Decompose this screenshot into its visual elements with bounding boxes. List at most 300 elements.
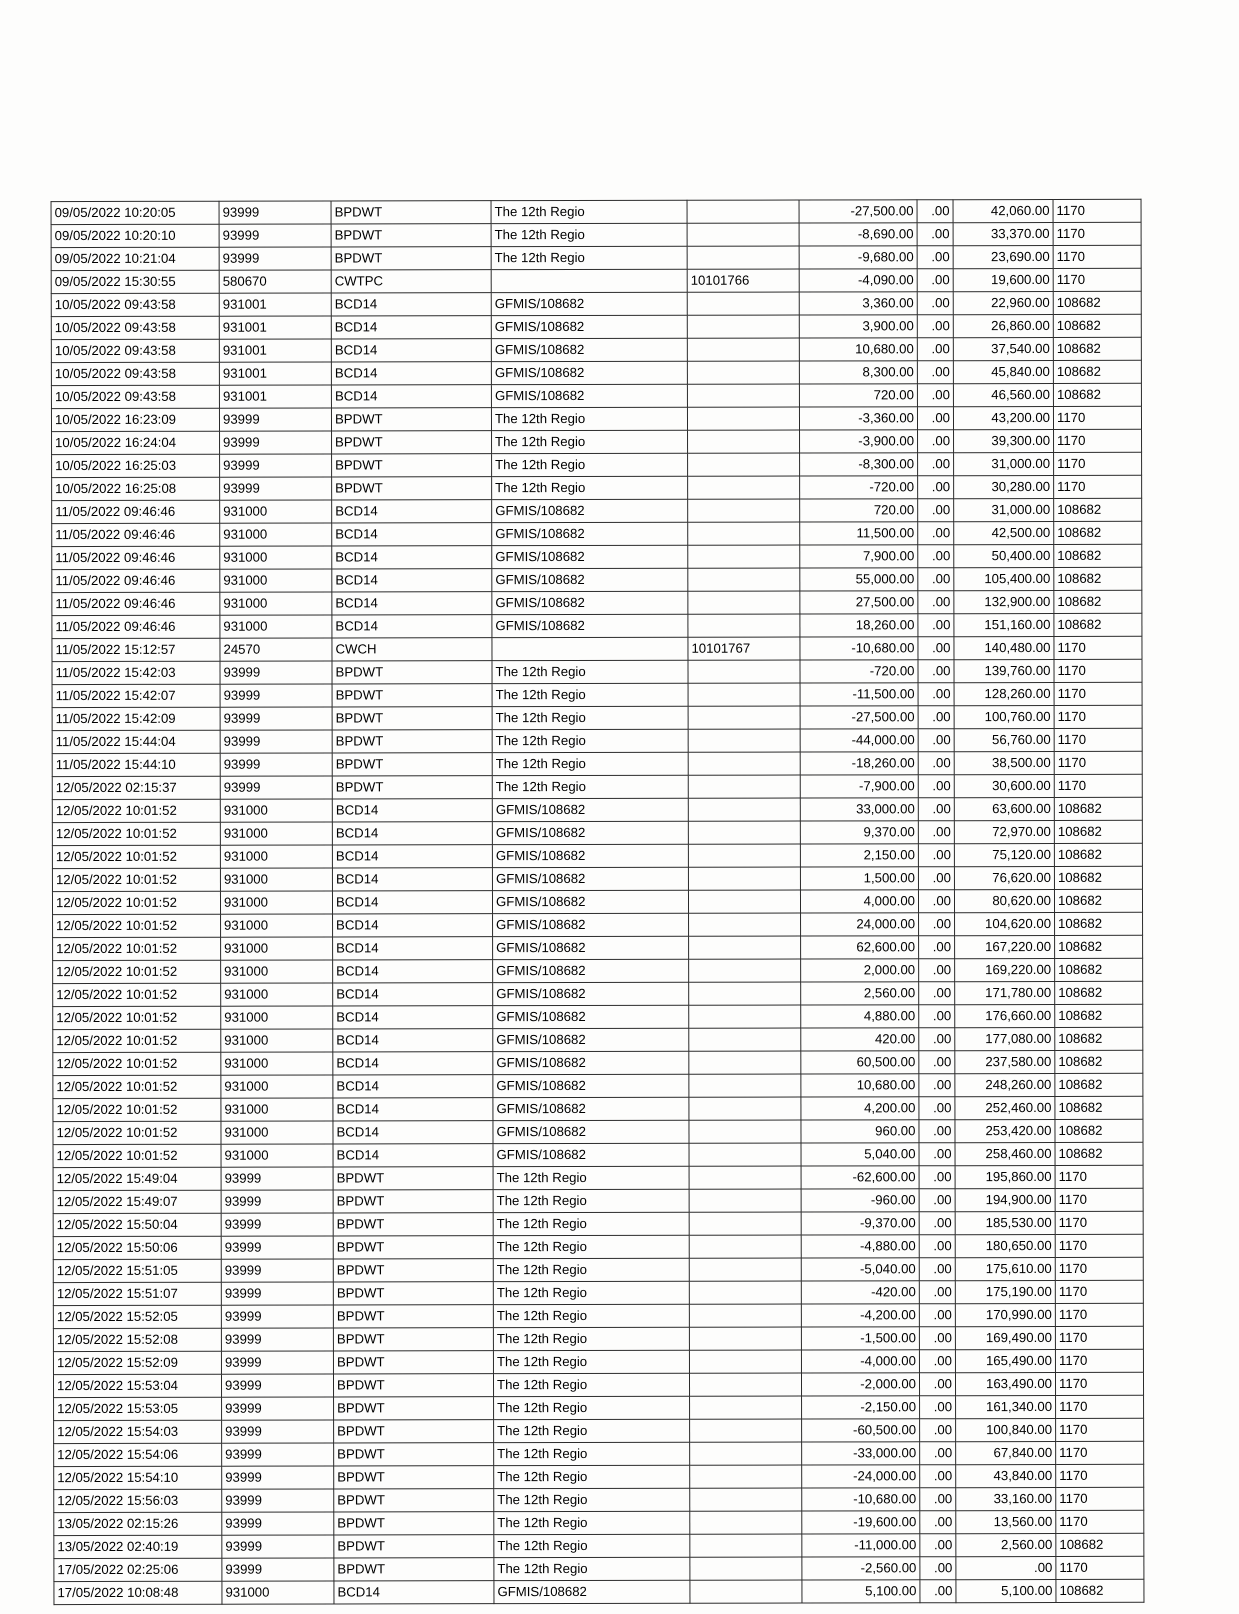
cell-account: 1170 xyxy=(1054,751,1142,774)
cell-cents: .00 xyxy=(919,982,955,1005)
cell-type: BPDWT xyxy=(332,431,492,454)
cell-account: 1170 xyxy=(1054,475,1142,498)
cell-type: BCD14 xyxy=(333,983,493,1006)
cell-code: 93999 xyxy=(220,431,332,454)
cell-amount: -7,900.00 xyxy=(800,775,918,798)
cell-reference: The 12th Regio xyxy=(493,1189,689,1212)
table-row xyxy=(52,590,1142,615)
cell-code: 931000 xyxy=(221,983,333,1006)
cell-type: BPDWT xyxy=(334,1512,494,1535)
cell-code: 93999 xyxy=(221,1305,333,1328)
table-row xyxy=(52,636,1142,661)
cell-document-no xyxy=(687,338,799,361)
cell-account: 108682 xyxy=(1054,843,1142,866)
cell-date: 12/05/2022 15:50:06 xyxy=(53,1236,221,1259)
table-row xyxy=(54,1395,1144,1420)
cell-document-no: 10101766 xyxy=(687,269,799,292)
cell-document-no xyxy=(689,1212,801,1235)
cell-amount: -4,000.00 xyxy=(801,1350,919,1373)
cell-document-no xyxy=(689,982,801,1005)
cell-cents: .00 xyxy=(917,384,953,407)
cell-amount: -27,500.00 xyxy=(800,706,918,729)
table-row xyxy=(53,981,1143,1006)
cell-reference: GFMIS/108682 xyxy=(491,361,687,384)
cell-type: BCD14 xyxy=(333,1075,493,1098)
cell-code: 93999 xyxy=(221,1351,333,1374)
table-row xyxy=(51,314,1141,339)
cell-reference: The 12th Regio xyxy=(493,1304,689,1327)
cell-account: 1170 xyxy=(1055,1234,1143,1257)
cell-balance: 161,340.00 xyxy=(956,1395,1056,1418)
cell-code: 93999 xyxy=(219,224,331,247)
cell-amount: -11,500.00 xyxy=(800,683,918,706)
cell-type: BCD14 xyxy=(331,316,491,339)
cell-type: BCD14 xyxy=(333,1029,493,1052)
cell-reference: GFMIS/108682 xyxy=(492,568,688,591)
cell-account: 1170 xyxy=(1056,1556,1144,1579)
cell-type: BCD14 xyxy=(333,937,493,960)
table-row xyxy=(53,1280,1143,1305)
cell-amount: 720.00 xyxy=(800,499,918,522)
cell-amount: 4,000.00 xyxy=(800,890,918,913)
cell-account: 108682 xyxy=(1054,866,1142,889)
table-row xyxy=(52,705,1142,730)
cell-balance: 19,600.00 xyxy=(953,268,1053,291)
cell-amount: 1,500.00 xyxy=(800,867,918,890)
cell-document-no xyxy=(690,1442,802,1465)
cell-code: 93999 xyxy=(221,1167,333,1190)
cell-cents: .00 xyxy=(919,1281,955,1304)
cell-date: 12/05/2022 10:01:52 xyxy=(52,891,220,914)
cell-type: BCD14 xyxy=(333,1006,493,1029)
cell-type: BPDWT xyxy=(334,1489,494,1512)
cell-document-no xyxy=(687,407,799,430)
cell-cents: .00 xyxy=(917,338,953,361)
cell-code: 93999 xyxy=(220,776,332,799)
cell-cents: .00 xyxy=(918,614,954,637)
cell-type: BPDWT xyxy=(332,684,492,707)
cell-code: 931001 xyxy=(219,293,331,316)
cell-document-no xyxy=(690,1396,802,1419)
cell-cents: .00 xyxy=(919,913,955,936)
cell-balance: 22,960.00 xyxy=(953,291,1053,314)
cell-account: 108682 xyxy=(1054,521,1142,544)
cell-cents: .00 xyxy=(919,1304,955,1327)
cell-type: BCD14 xyxy=(333,960,493,983)
cell-account: 108682 xyxy=(1054,567,1142,590)
cell-amount: -960.00 xyxy=(801,1189,919,1212)
cell-reference xyxy=(491,269,687,292)
cell-balance: 30,600.00 xyxy=(954,774,1054,797)
cell-reference: The 12th Regio xyxy=(493,1281,689,1304)
cell-balance: 39,300.00 xyxy=(954,429,1054,452)
cell-code: 931000 xyxy=(221,1098,333,1121)
cell-code: 931001 xyxy=(219,385,331,408)
cell-account: 108682 xyxy=(1056,1579,1144,1602)
cell-balance: 42,500.00 xyxy=(954,521,1054,544)
cell-balance: 42,060.00 xyxy=(953,199,1053,222)
cell-document-no xyxy=(688,844,800,867)
cell-cents: .00 xyxy=(917,269,953,292)
cell-reference: GFMIS/108682 xyxy=(492,890,688,913)
cell-document-no xyxy=(687,315,799,338)
cell-amount: 9,370.00 xyxy=(800,821,918,844)
table-row xyxy=(51,383,1141,408)
cell-cents: .00 xyxy=(920,1534,956,1557)
cell-date: 12/05/2022 15:54:03 xyxy=(54,1420,222,1443)
cell-document-no xyxy=(689,1097,801,1120)
cell-balance: 171,780.00 xyxy=(955,981,1055,1004)
cell-date: 11/05/2022 15:42:03 xyxy=(52,661,220,684)
cell-amount: -62,600.00 xyxy=(801,1166,919,1189)
cell-reference: The 12th Regio xyxy=(492,660,688,683)
cell-account: 1170 xyxy=(1055,1372,1143,1395)
cell-amount: -18,260.00 xyxy=(800,752,918,775)
cell-reference: The 12th Regio xyxy=(494,1396,690,1419)
cell-cents: .00 xyxy=(920,1396,956,1419)
cell-reference: GFMIS/108682 xyxy=(492,614,688,637)
cell-document-no xyxy=(688,568,800,591)
cell-cents: .00 xyxy=(918,453,954,476)
cell-account: 1170 xyxy=(1054,659,1142,682)
table-row xyxy=(51,222,1141,247)
cell-document-no: 10101767 xyxy=(688,637,800,660)
cell-document-no xyxy=(688,476,800,499)
cell-type: BPDWT xyxy=(334,1420,494,1443)
cell-balance: 33,370.00 xyxy=(953,222,1053,245)
cell-date: 12/05/2022 10:01:52 xyxy=(53,1006,221,1029)
cell-amount: -4,090.00 xyxy=(799,269,917,292)
cell-date: 12/05/2022 10:01:52 xyxy=(53,914,221,937)
cell-reference: The 12th Regio xyxy=(492,683,688,706)
table-row xyxy=(54,1579,1144,1604)
cell-document-no xyxy=(688,499,800,522)
cell-reference: The 12th Regio xyxy=(491,407,687,430)
cell-type: BCD14 xyxy=(332,500,492,523)
cell-date: 12/05/2022 10:01:52 xyxy=(52,799,220,822)
cell-account: 1170 xyxy=(1055,1165,1143,1188)
cell-balance: 167,220.00 xyxy=(955,935,1055,958)
cell-balance: 105,400.00 xyxy=(954,567,1054,590)
cell-code: 93999 xyxy=(221,1374,333,1397)
cell-type: BCD14 xyxy=(332,868,492,891)
cell-type: BCD14 xyxy=(332,569,492,592)
cell-type: BPDWT xyxy=(333,1351,493,1374)
cell-balance: 176,660.00 xyxy=(955,1004,1055,1027)
cell-cents: .00 xyxy=(917,407,953,430)
cell-amount: 3,900.00 xyxy=(799,315,917,338)
cell-type: BPDWT xyxy=(332,707,492,730)
cell-code: 93999 xyxy=(222,1512,334,1535)
cell-reference: The 12th Regio xyxy=(492,729,688,752)
cell-date: 12/05/2022 02:15:37 xyxy=(52,776,220,799)
cell-balance: 43,840.00 xyxy=(956,1464,1056,1487)
cell-account: 1170 xyxy=(1054,682,1142,705)
cell-account: 108682 xyxy=(1054,613,1142,636)
table-row xyxy=(53,1004,1143,1029)
cell-cents: .00 xyxy=(919,1258,955,1281)
cell-cents: .00 xyxy=(919,1166,955,1189)
cell-account: 1170 xyxy=(1055,1326,1143,1349)
cell-cents: .00 xyxy=(918,545,954,568)
cell-code: 931000 xyxy=(221,937,333,960)
cell-balance: 195,860.00 xyxy=(955,1165,1055,1188)
table-row xyxy=(54,1533,1144,1558)
cell-code: 93999 xyxy=(219,201,331,224)
cell-date: 11/05/2022 15:44:04 xyxy=(52,730,220,753)
table-row xyxy=(53,1119,1143,1144)
cell-code: 93999 xyxy=(222,1420,334,1443)
cell-balance: 56,760.00 xyxy=(954,728,1054,751)
cell-balance: 185,530.00 xyxy=(955,1211,1055,1234)
cell-balance: 177,080.00 xyxy=(955,1027,1055,1050)
cell-type: BCD14 xyxy=(331,339,491,362)
cell-date: 12/05/2022 15:50:04 xyxy=(53,1213,221,1236)
table-row xyxy=(54,1464,1144,1489)
cell-code: 931000 xyxy=(220,868,332,891)
cell-code: 93999 xyxy=(220,661,332,684)
cell-type: BPDWT xyxy=(334,1535,494,1558)
table-row xyxy=(53,1326,1143,1351)
cell-type: BCD14 xyxy=(334,1581,494,1604)
cell-cents: .00 xyxy=(919,1143,955,1166)
cell-cents: .00 xyxy=(920,1442,956,1465)
table-row xyxy=(52,429,1142,454)
cell-document-no xyxy=(688,522,800,545)
cell-document-no xyxy=(688,660,800,683)
cell-amount: 10,680.00 xyxy=(799,338,917,361)
cell-date: 10/05/2022 16:25:08 xyxy=(52,477,220,500)
cell-document-no xyxy=(689,1373,801,1396)
table-row xyxy=(52,659,1142,684)
table-row xyxy=(52,728,1142,753)
cell-account: 1170 xyxy=(1053,268,1141,291)
cell-balance: 76,620.00 xyxy=(954,866,1054,889)
cell-balance: 63,600.00 xyxy=(954,797,1054,820)
cell-account: 108682 xyxy=(1055,1096,1143,1119)
cell-date: 09/05/2022 15:30:55 xyxy=(51,270,219,293)
table-row xyxy=(53,1165,1143,1190)
cell-code: 93999 xyxy=(219,247,331,270)
cell-document-no xyxy=(689,1005,801,1028)
cell-type: BPDWT xyxy=(332,477,492,500)
cell-account: 108682 xyxy=(1055,1050,1143,1073)
cell-account: 1170 xyxy=(1056,1395,1144,1418)
cell-balance: 72,970.00 xyxy=(954,820,1054,843)
cell-document-no xyxy=(687,223,799,246)
cell-cents: .00 xyxy=(918,637,954,660)
table-row xyxy=(52,843,1142,868)
cell-reference: The 12th Regio xyxy=(492,430,688,453)
cell-cents: .00 xyxy=(919,1097,955,1120)
cell-document-no xyxy=(690,1580,802,1603)
cell-account: 108682 xyxy=(1054,889,1142,912)
cell-reference: GFMIS/108682 xyxy=(493,1051,689,1074)
cell-date: 17/05/2022 10:08:48 xyxy=(54,1581,222,1604)
cell-type: BPDWT xyxy=(333,1374,493,1397)
cell-amount: -8,300.00 xyxy=(800,453,918,476)
cell-type: BCD14 xyxy=(332,592,492,615)
cell-document-no xyxy=(689,1120,801,1143)
cell-document-no xyxy=(687,292,799,315)
cell-cents: .00 xyxy=(918,568,954,591)
table-row xyxy=(52,498,1142,523)
cell-cents: .00 xyxy=(918,430,954,453)
cell-code: 93999 xyxy=(220,753,332,776)
cell-account: 108682 xyxy=(1054,797,1142,820)
cell-amount: 55,000.00 xyxy=(800,568,918,591)
cell-amount: -10,680.00 xyxy=(800,637,918,660)
cell-document-no xyxy=(688,706,800,729)
cell-account: 108682 xyxy=(1053,314,1141,337)
cell-date: 10/05/2022 16:23:09 xyxy=(51,408,219,431)
cell-code: 931000 xyxy=(221,960,333,983)
cell-account: 1170 xyxy=(1055,1280,1143,1303)
cell-account: 1170 xyxy=(1055,1188,1143,1211)
cell-account: 1170 xyxy=(1056,1487,1144,1510)
cell-account: 1170 xyxy=(1056,1510,1144,1533)
cell-reference: GFMIS/108682 xyxy=(493,1097,689,1120)
ledger-sheet xyxy=(51,199,1104,1605)
cell-type: CWCH xyxy=(332,638,492,661)
cell-cents: .00 xyxy=(919,1235,955,1258)
cell-date: 12/05/2022 15:54:06 xyxy=(54,1443,222,1466)
cell-reference: GFMIS/108682 xyxy=(492,591,688,614)
table-row xyxy=(53,1211,1143,1236)
cell-cents: .00 xyxy=(918,729,954,752)
cell-type: BPDWT xyxy=(333,1259,493,1282)
cell-cents: .00 xyxy=(918,844,954,867)
cell-reference: GFMIS/108682 xyxy=(491,338,687,361)
cell-balance: 252,460.00 xyxy=(955,1096,1055,1119)
table-row xyxy=(52,521,1142,546)
cell-date: 11/05/2022 09:46:46 xyxy=(52,615,220,638)
cell-date: 11/05/2022 15:12:57 xyxy=(52,638,220,661)
cell-type: BCD14 xyxy=(332,891,492,914)
cell-reference: GFMIS/108682 xyxy=(492,821,688,844)
cell-document-no xyxy=(687,246,799,269)
cell-amount: 8,300.00 xyxy=(799,361,917,384)
cell-account: 1170 xyxy=(1055,1257,1143,1280)
cell-cents: .00 xyxy=(918,798,954,821)
table-row xyxy=(51,291,1141,316)
cell-type: BCD14 xyxy=(331,385,491,408)
cell-cents: .00 xyxy=(920,1419,956,1442)
table-row xyxy=(51,337,1141,362)
cell-account: 108682 xyxy=(1055,958,1143,981)
table-row xyxy=(53,1349,1143,1374)
table-row xyxy=(53,1372,1143,1397)
cell-amount: -4,880.00 xyxy=(801,1235,919,1258)
cell-reference: The 12th Regio xyxy=(494,1419,690,1442)
cell-balance: 132,900.00 xyxy=(954,590,1054,613)
cell-type: BCD14 xyxy=(331,293,491,316)
cell-cents: .00 xyxy=(918,476,954,499)
cell-reference: GFMIS/108682 xyxy=(493,982,689,1005)
cell-balance: 67,840.00 xyxy=(956,1441,1056,1464)
cell-balance: 45,840.00 xyxy=(953,360,1053,383)
cell-amount: -33,000.00 xyxy=(802,1442,920,1465)
cell-type: BPDWT xyxy=(331,408,491,431)
table-row xyxy=(52,889,1142,914)
cell-account: 108682 xyxy=(1054,498,1142,521)
cell-amount: -1,500.00 xyxy=(801,1327,919,1350)
cell-date: 12/05/2022 10:01:52 xyxy=(53,983,221,1006)
cell-code: 931000 xyxy=(220,799,332,822)
cell-type: BPDWT xyxy=(332,753,492,776)
cell-cents: .00 xyxy=(919,959,955,982)
cell-reference: GFMIS/108682 xyxy=(491,384,687,407)
cell-account: 108682 xyxy=(1054,820,1142,843)
cell-type: BPDWT xyxy=(333,1328,493,1351)
cell-code: 93999 xyxy=(220,730,332,753)
cell-account: 1170 xyxy=(1053,199,1141,222)
cell-cents: .00 xyxy=(917,292,953,315)
cell-balance: 30,280.00 xyxy=(954,475,1054,498)
cell-amount: -3,900.00 xyxy=(800,430,918,453)
cell-document-no xyxy=(688,752,800,775)
cell-balance: 100,760.00 xyxy=(954,705,1054,728)
table-row xyxy=(52,682,1142,707)
cell-account: 1170 xyxy=(1055,1303,1143,1326)
cell-amount: 33,000.00 xyxy=(800,798,918,821)
cell-reference: GFMIS/108682 xyxy=(492,545,688,568)
cell-date: 12/05/2022 10:01:52 xyxy=(53,1098,221,1121)
cell-document-no xyxy=(690,1419,802,1442)
table-row xyxy=(53,958,1143,983)
cell-balance: 253,420.00 xyxy=(955,1119,1055,1142)
cell-type: BPDWT xyxy=(331,224,491,247)
cell-code: 93999 xyxy=(221,1282,333,1305)
cell-date: 12/05/2022 15:49:04 xyxy=(53,1167,221,1190)
cell-amount: 5,100.00 xyxy=(802,1580,920,1603)
cell-document-no xyxy=(688,821,800,844)
cell-code: 24570 xyxy=(220,638,332,661)
table-row xyxy=(53,912,1143,937)
table-row xyxy=(53,935,1143,960)
table-row xyxy=(53,1096,1143,1121)
cell-cents: .00 xyxy=(918,752,954,775)
cell-account: 1170 xyxy=(1053,222,1141,245)
cell-amount: 4,880.00 xyxy=(801,1005,919,1028)
cell-reference: GFMIS/108682 xyxy=(493,1028,689,1051)
cell-balance: 80,620.00 xyxy=(954,889,1054,912)
cell-date: 10/05/2022 16:24:04 xyxy=(52,431,220,454)
cell-type: BCD14 xyxy=(332,523,492,546)
cell-account: 1170 xyxy=(1054,774,1142,797)
cell-cents: .00 xyxy=(920,1557,956,1580)
cell-code: 931000 xyxy=(221,1006,333,1029)
cell-document-no xyxy=(690,1511,802,1534)
cell-date: 12/05/2022 10:01:52 xyxy=(52,868,220,891)
cell-cents: .00 xyxy=(917,200,953,223)
cell-cents: .00 xyxy=(919,1074,955,1097)
cell-cents: .00 xyxy=(918,890,954,913)
cell-date: 11/05/2022 09:46:46 xyxy=(52,546,220,569)
cell-balance: 37,540.00 xyxy=(953,337,1053,360)
cell-document-no xyxy=(687,361,799,384)
cell-amount: -60,500.00 xyxy=(802,1419,920,1442)
cell-amount: 62,600.00 xyxy=(801,936,919,959)
cell-type: BCD14 xyxy=(333,1121,493,1144)
cell-amount: 720.00 xyxy=(799,384,917,407)
cell-document-no xyxy=(689,1258,801,1281)
cell-type: BPDWT xyxy=(334,1397,494,1420)
table-row xyxy=(52,613,1142,638)
cell-account: 108682 xyxy=(1055,1073,1143,1096)
cell-code: 931000 xyxy=(221,1052,333,1075)
cell-cents: .00 xyxy=(919,936,955,959)
